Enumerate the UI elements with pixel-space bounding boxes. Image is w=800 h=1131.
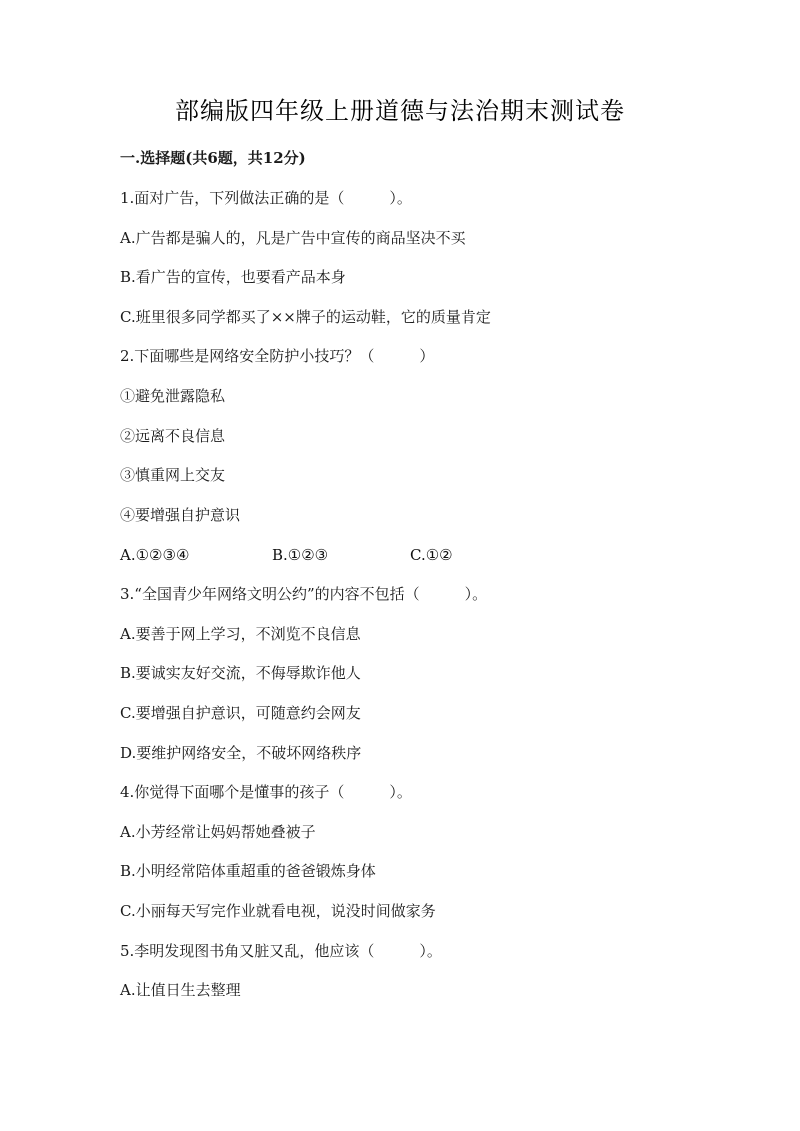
question-2-option-b: B.①②③ bbox=[272, 546, 329, 564]
question-2-option-c: C.①② bbox=[410, 546, 453, 564]
exam-title: 部编版四年级上册道德与法治期末测试卷 bbox=[175, 97, 625, 125]
section-heading-choice: 一.选择题(共6题，共12分) bbox=[120, 149, 306, 167]
question-4-option-a: A.小芳经常让妈妈帮她叠被子 bbox=[120, 823, 316, 841]
question-4-stem: 4.你觉得下面哪个是懂事的孩子（ ）。 bbox=[120, 783, 412, 801]
question-2-stem: 2.下面哪些是网络安全防护小技巧？（ ） bbox=[120, 347, 435, 365]
question-1-stem: 1.面对广告，下列做法正确的是（ ）。 bbox=[120, 189, 412, 207]
question-1-option-b: B.看广告的宣传，也要看产品本身 bbox=[120, 268, 346, 286]
question-5-stem: 5.李明发现图书角又脏又乱，他应该（ ）。 bbox=[120, 942, 442, 960]
question-2-option-a: A.①②③④ bbox=[120, 546, 190, 564]
question-2-options-row bbox=[120, 544, 520, 566]
question-1-option-c: C.班里很多同学都买了××牌子的运动鞋，它的质量肯定 bbox=[120, 308, 491, 326]
question-3-option-c: C.要增强自护意识，可随意约会网友 bbox=[120, 704, 361, 722]
question-2-item-3: ③慎重网上交友 bbox=[120, 466, 226, 484]
question-2-item-2: ②远离不良信息 bbox=[120, 427, 226, 445]
question-3-option-a: A.要善于网上学习，不浏览不良信息 bbox=[120, 625, 361, 643]
question-3-option-d: D.要维护网络安全，不破坏网络秩序 bbox=[120, 744, 362, 762]
question-5-option-a: A.让值日生去整理 bbox=[120, 981, 241, 999]
question-3-option-b: B.要诚实友好交流，不侮辱欺诈他人 bbox=[120, 664, 361, 682]
question-2-item-1: ①避免泄露隐私 bbox=[120, 387, 226, 405]
question-4-option-b: B.小明经常陪体重超重的爸爸锻炼身体 bbox=[120, 862, 376, 880]
question-1-option-a: A.广告都是骗人的，凡是广告中宣传的商品坚决不买 bbox=[120, 229, 466, 247]
question-4-option-c: C.小丽每天写完作业就看电视，说没时间做家务 bbox=[120, 902, 436, 920]
question-3-stem: 3.“全国青少年网络文明公约”的内容不包括（ ）。 bbox=[120, 585, 488, 603]
question-2-item-4: ④要增强自护意识 bbox=[120, 506, 241, 524]
